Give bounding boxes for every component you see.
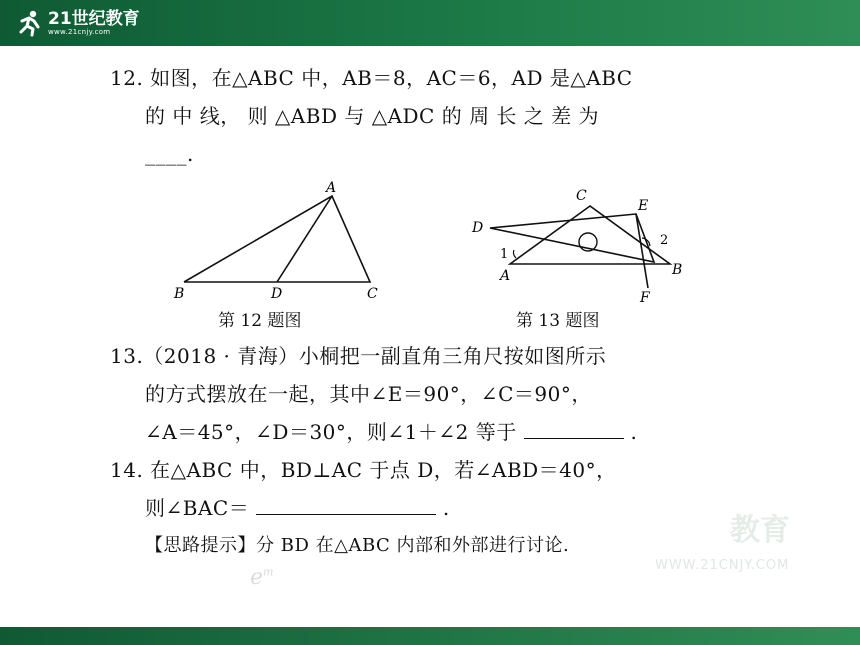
q14-answer-blank[interactable] xyxy=(256,494,436,515)
q12-line2: 的 中 线， 则 △ABD 与 △ADC 的 周 长 之 差 为 xyxy=(145,104,600,128)
runner-logo-icon xyxy=(14,8,44,38)
fig13-label-e: E xyxy=(638,198,649,214)
q14-line2 xyxy=(145,494,450,522)
fig13-label-c: C xyxy=(576,188,587,204)
fig13-caption: 第 13 题图 xyxy=(516,311,600,331)
q14-line2-text: 则∠BAC＝ xyxy=(145,496,250,520)
median-ad xyxy=(277,196,332,282)
fig12-label-b: B xyxy=(174,286,185,302)
q14-line1: 14. 在△ABC 中，BD⊥AC 于点 D，若∠ABD＝40°， xyxy=(110,458,617,482)
fig13-label-f: F xyxy=(640,290,650,304)
triangle-abc xyxy=(184,196,370,282)
footer-bar xyxy=(0,627,860,645)
watermark-text: 教育 xyxy=(730,513,790,548)
segment-ef xyxy=(636,214,648,288)
logo xyxy=(14,6,140,40)
fig12-label-c: C xyxy=(367,286,378,302)
fig12-label-d: D xyxy=(271,286,283,302)
angle1-arc xyxy=(513,250,516,258)
watermark-url: WWW.21CNJY.COM xyxy=(655,558,790,573)
background-decoration: $e^m$ xyxy=(250,565,274,590)
q13-line3-end: . xyxy=(630,420,638,444)
q13-line3-text: ∠A＝45°，∠D＝30°，则∠1＋∠2 等于 xyxy=(145,420,517,444)
q13-answer-blank[interactable] xyxy=(524,418,624,439)
header-bar xyxy=(0,0,860,46)
q13-line2: 的方式摆放在一起，其中∠E＝90°，∠C＝90°， xyxy=(145,382,592,406)
q14-hint: 【思路提示】分 BD 在△ABC 内部和外部进行讨论. xyxy=(145,535,570,556)
q13-line1: 13.（2018 · 青海）小桐把一副直角三角尺按如图所示 xyxy=(110,344,607,368)
fig12-caption: 第 12 题图 xyxy=(218,311,302,331)
fig13-label-d: D xyxy=(472,220,484,236)
logo-url: www.21cnjy.com xyxy=(48,27,111,36)
figure-12 xyxy=(168,178,388,304)
q14-line2-end: . xyxy=(442,496,450,520)
q12-line1: 12. 如图，在△ABC 中，AB＝8，AC＝6，AD 是△ABC xyxy=(110,66,633,90)
fig13-label-a: A xyxy=(500,268,511,284)
triangle-abc-13 xyxy=(510,206,670,264)
q12-line3: ____. xyxy=(145,142,194,166)
fig13-angle2-label: 2 xyxy=(660,233,669,248)
figure-13 xyxy=(464,184,694,304)
fig13-label-b: B xyxy=(672,262,683,278)
q13-line3 xyxy=(145,418,637,446)
fig12-label-a: A xyxy=(326,180,337,196)
triangle-def xyxy=(490,214,654,262)
fig13-angle1-label: 1 xyxy=(500,247,509,262)
logo-name: 21世纪教育 xyxy=(48,8,140,29)
